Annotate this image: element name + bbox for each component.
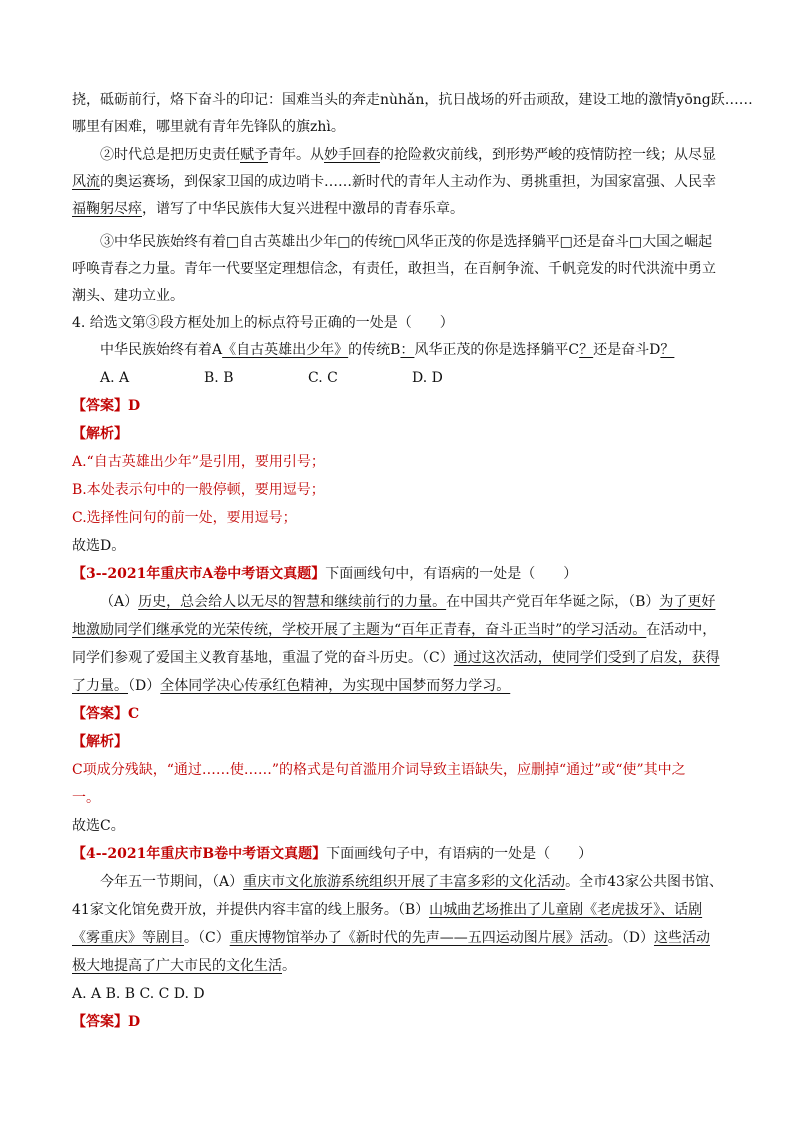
question-3-line: [72, 620, 716, 640]
answer-label: 【答案】D: [72, 398, 141, 414]
text: 。: [282, 958, 296, 974]
underlined-text: ？: [579, 342, 594, 358]
question-stem: 下面画线句中，有语病的一处是（ ）: [325, 566, 578, 582]
question-3-line: [72, 648, 720, 668]
analysis-line: 一。: [72, 790, 100, 806]
paragraph-2-line: [72, 172, 716, 192]
passage-line: 挠，砥砺前行，烙下奋斗的印记：国难当头的奔走nùhǎn，抗日战场的歼击顽敌，建设工地的激情yōng跃……: [72, 92, 753, 108]
question-4b-line: [72, 928, 710, 948]
text: （A）: [100, 594, 139, 610]
underlined-text: 风流: [72, 174, 100, 190]
option-d: D. D: [412, 370, 443, 386]
option-c: C. C: [308, 370, 338, 386]
text: 。（C）: [184, 930, 230, 946]
answer-label: 【答案】C: [72, 706, 140, 722]
question-4b-options: A. A B. B C. C D. D: [72, 986, 205, 1002]
option-b: B. B: [204, 370, 234, 386]
text: 的奥运赛场，到保家卫国的成边哨卡……新时代的青年人主动作为、勇挑重担，为国家富强、人民幸: [100, 174, 716, 190]
analysis-label: 【解析】: [72, 734, 128, 750]
underlined-text: 地激励同学们继承党的光荣传统，学校开展了主题为“百年正青春，奋斗正当时”的学习活动。: [72, 622, 647, 638]
question-4b-header: [72, 844, 592, 864]
analysis-line: C项成分残缺，“通过……使……”的格式是句首滥用介词导致主语缺失，应删掉“通过”或“使”其中之: [72, 762, 686, 778]
underlined-text: 极大地提高了广大市民的文化生活: [72, 958, 282, 974]
text: ，谱写了中华民族伟大复兴进程中激昂的青春乐章。: [142, 201, 464, 217]
question-stem: 下面画线句子中，有语病的一处是（ ）: [326, 846, 593, 862]
text: （D）: [128, 678, 161, 694]
underlined-text: 通过这次活动，使同学们受到了启发，获得: [453, 650, 720, 666]
underlined-text: 《雾重庆》等剧目: [72, 930, 184, 946]
underlined-text: 为了更好: [659, 594, 716, 610]
underlined-text: 山城曲艺场推出了儿童剧《老虎拔牙》、话剧: [429, 902, 703, 918]
text: 在活动中，: [646, 622, 717, 638]
text: 。（D）: [607, 930, 654, 946]
question-4-stem: 4. 给选文第③段方框处加上的标点符号正确的一处是（ ）: [72, 315, 454, 331]
paragraph-2-line: [72, 199, 464, 219]
option-a: A. A: [100, 370, 130, 386]
underlined-text: 《自古英雄出少年》: [222, 342, 349, 358]
text: 。全市43家公共图书馆、: [565, 874, 723, 890]
underlined-text: 了力量。: [72, 678, 128, 694]
question-3-line: [100, 592, 715, 612]
underlined-text: ：: [400, 342, 415, 358]
conclusion: 故选D。: [72, 538, 126, 554]
underlined-text: 这些活动: [653, 930, 710, 946]
underlined-text: 赋予: [240, 147, 268, 163]
analysis-line: A.“自古英雄出少年”是引用，要用引号；: [72, 454, 325, 470]
answer-label: 【答案】D: [72, 1014, 141, 1030]
question-3-header: [72, 564, 577, 584]
paragraph-3-line: ③中华民族始终有着□自古英雄出少年□的传统□风华正茂的你是选择躺平□还是奋斗□大国之崛起: [100, 234, 713, 250]
paragraph-2-line: [100, 145, 716, 165]
analysis-label: 【解析】: [72, 426, 128, 442]
text: 中华民族始终有着A: [100, 342, 223, 358]
analysis-line: C.选择性问句的前一处，要用逗号；: [72, 510, 297, 526]
text: 的传统B: [348, 342, 401, 358]
question-4-options: [100, 368, 516, 388]
question-4b-line: [72, 900, 702, 920]
text: 风华正茂的你是选择躺平C: [414, 342, 580, 358]
conclusion: 故选C。: [72, 818, 125, 834]
question-4b-line: [100, 872, 723, 892]
text: 同学们参观了爱国主义教育基地，重温了党的奋斗历史。（C）: [72, 650, 454, 666]
paragraph-3-line: 潮头、建功立业。: [72, 288, 184, 304]
question-3-line: [72, 676, 510, 696]
question-4-sentence: [100, 340, 674, 360]
text: 的抢险救灾前线，到形势严峻的疫情防控一线；从尽显: [380, 147, 716, 163]
question-source-tag: 【4--2021年重庆市B卷中考语文真题】: [72, 846, 327, 862]
paragraph-3-line: 呼唤青春之力量。青年一代要坚定理想信念，有责任，敢担当，在百舸争流、千帆竞发的时代洪流中勇立: [72, 261, 716, 277]
question-4b-line: [72, 956, 296, 976]
text: ②时代总是把历史责任: [100, 147, 240, 163]
underlined-text: 全体同学决心传承红色精神，为实现中国梦而努力学习。: [160, 678, 511, 694]
text: 今年五一节期间，（A）: [100, 874, 244, 890]
text: 还是奋斗D: [593, 342, 661, 358]
underlined-text: 重庆博物馆举办了《新时代的先声——五四运动图片展》活动: [229, 930, 608, 946]
passage-line: 哪里有困难，哪里就有青年先锋队的旗zhì。: [72, 119, 345, 135]
underlined-text: ？: [660, 342, 675, 358]
analysis-line: B.本处表示句中的一般停顿，要用逗号；: [72, 482, 325, 498]
text: 41家文化馆免费开放，并提供内容丰富的线上服务。（B）: [72, 902, 430, 918]
underlined-text: 妙手回春: [324, 147, 380, 163]
text: 青年。从: [268, 147, 324, 163]
text: 在中国共产党百年华诞之际，（B）: [446, 594, 660, 610]
question-source-tag: 【3--2021年重庆市A卷中考语文真题】: [72, 566, 326, 582]
underlined-text: 福鞠躬尽瘁: [72, 201, 142, 217]
underlined-text: 历史，总会给人以无尽的智慧和继续前行的力量。: [138, 594, 447, 610]
underlined-text: 重庆市文化旅游系统组织开展了丰富多彩的文化活动: [243, 874, 566, 890]
